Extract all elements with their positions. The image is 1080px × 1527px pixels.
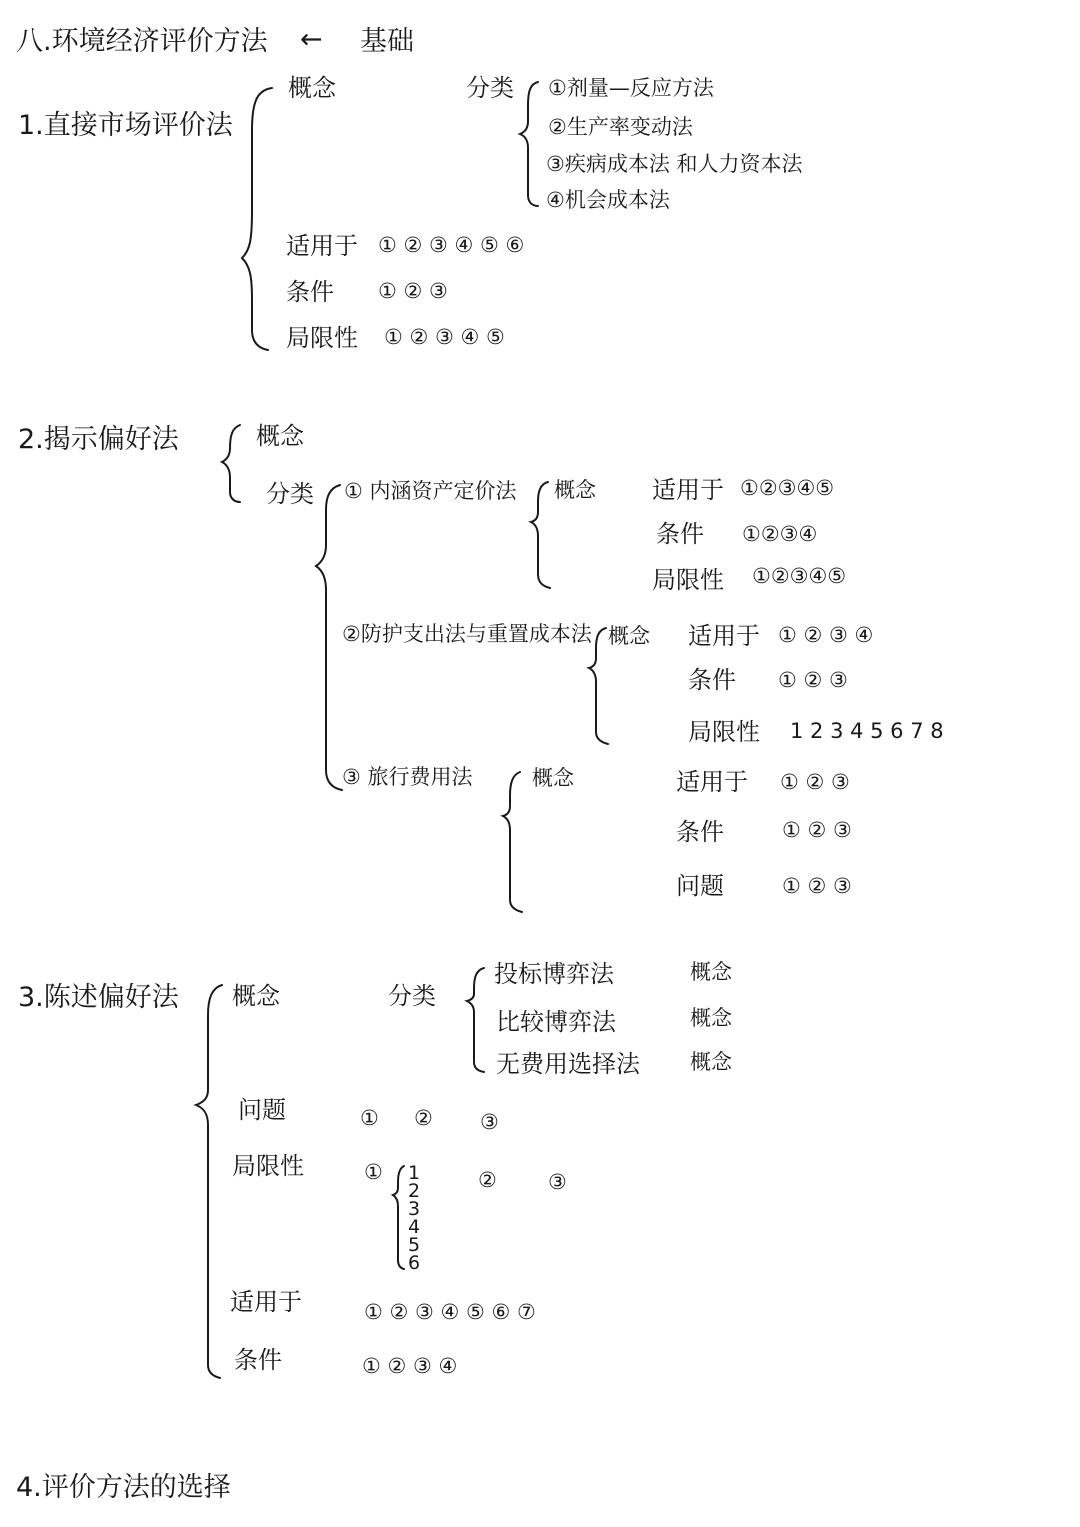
- m3-problem-label: 问题: [676, 872, 724, 900]
- m2-concept: 概念: [608, 624, 650, 648]
- m2-cond-label: 条件: [688, 666, 736, 694]
- s1-methods-brace: [520, 82, 538, 206]
- s3-methods-brace: [467, 968, 484, 1072]
- s1-brace: [242, 88, 272, 350]
- m1-limit-nums: ①②③④⑤: [752, 564, 847, 588]
- m1-concept: 概念: [554, 478, 596, 502]
- m1-apply-label: 适用于: [652, 476, 724, 504]
- s3-limit-sub-3: 3: [408, 1198, 421, 1220]
- s3-problem-label: 问题: [238, 1096, 286, 1124]
- arrow-icon: ←: [300, 24, 323, 55]
- s2-fenlei-brace: [316, 485, 342, 790]
- s3-method-3-concept: 概念: [690, 1050, 732, 1074]
- s3-problem-num-3: ③: [480, 1110, 499, 1134]
- s2-fenlei: 分类: [266, 480, 314, 508]
- m1-name: ① 内涵资产定价法: [344, 479, 517, 503]
- s3-limit-sub-5: 5: [408, 1234, 421, 1256]
- m2-limit-label: 局限性: [688, 718, 760, 746]
- s1-method-3: ③疾病成本法 和人力资本法: [546, 152, 803, 176]
- m3-brace: [503, 772, 522, 912]
- m3-concept: 概念: [532, 766, 574, 790]
- m1-cond-nums: ①②③④: [742, 522, 818, 546]
- m1-cond-label: 条件: [656, 520, 704, 548]
- m2-cond-nums: ① ② ③: [778, 668, 848, 692]
- m3-apply-label: 适用于: [676, 768, 748, 796]
- s2-heading: 2.揭示偏好法: [18, 424, 179, 455]
- m2-apply-nums: ① ② ③ ④: [778, 623, 874, 647]
- s1-limit-label: 局限性: [286, 324, 358, 352]
- s3-limit-first: ①: [364, 1160, 383, 1184]
- m3-problem-nums: ① ② ③: [782, 874, 852, 898]
- m3-apply-nums: ① ② ③: [780, 770, 850, 794]
- s3-brace: [196, 985, 222, 1378]
- m3-name: ③ 旅行费用法: [342, 765, 473, 789]
- s1-cond-nums: ① ② ③: [378, 279, 448, 303]
- s3-limit-sub-4: 4: [408, 1216, 421, 1238]
- m3-cond-nums: ① ② ③: [782, 818, 852, 842]
- s1-heading: 1.直接市场评价法: [18, 110, 233, 141]
- s3-method-3: 无费用选择法: [496, 1050, 640, 1078]
- s1-method-4: ④机会成本法: [546, 188, 670, 212]
- m2-apply-label: 适用于: [688, 622, 760, 650]
- m1-brace: [531, 482, 550, 588]
- s1-cond-label: 条件: [286, 278, 334, 306]
- m1-limit-label: 局限性: [652, 566, 724, 594]
- s3-cond-label: 条件: [234, 1346, 282, 1374]
- s3-heading: 3.陈述偏好法: [18, 982, 179, 1013]
- s3-limit-sub-6: 6: [408, 1252, 421, 1274]
- s3-problem-num-1: ①: [360, 1106, 379, 1130]
- s1-apply-label: 适用于: [286, 232, 358, 260]
- m1-apply-nums: ①②③④⑤: [740, 476, 835, 500]
- page-title: 八.环境经济评价方法: [16, 26, 268, 57]
- s1-concept: 概念: [288, 74, 336, 102]
- s2-concept: 概念: [256, 422, 304, 450]
- s1-method-2: ②生产率变动法: [548, 115, 693, 139]
- s2-brace: [222, 425, 240, 502]
- s1-limit-nums: ① ② ③ ④ ⑤: [384, 325, 505, 349]
- s3-limit-sub-1: 1: [408, 1162, 421, 1184]
- s3-limit-rest-2: ③: [548, 1170, 567, 1194]
- title-note: 基础: [360, 26, 414, 57]
- s3-limit-label: 局限性: [232, 1152, 304, 1180]
- s3-cond-nums: ① ② ③ ④: [362, 1354, 458, 1378]
- s1-fenlei: 分类: [466, 74, 514, 102]
- m2-name: ②防护支出法与重置成本法: [342, 622, 592, 646]
- s1-method-1: ①剂量—反应方法: [548, 76, 714, 100]
- s3-method-1: 投标博弈法: [494, 960, 614, 988]
- s3-method-2: 比较博弈法: [496, 1008, 616, 1036]
- s3-apply-label: 适用于: [230, 1288, 302, 1316]
- s3-concept: 概念: [232, 982, 280, 1010]
- s4-heading: 4.评价方法的选择: [16, 1472, 231, 1503]
- s3-method-1-concept: 概念: [690, 960, 732, 984]
- s3-method-2-concept: 概念: [690, 1006, 732, 1030]
- s1-apply-nums: ① ② ③ ④ ⑤ ⑥: [378, 233, 525, 257]
- s3-problem-num-2: ②: [414, 1106, 433, 1130]
- s3-limits-brace: [393, 1166, 404, 1269]
- s3-apply-nums: ① ② ③ ④ ⑤ ⑥ ⑦: [364, 1300, 536, 1324]
- s3-limit-rest-1: ②: [478, 1168, 497, 1192]
- s3-limit-sub-2: 2: [408, 1180, 421, 1202]
- m3-cond-label: 条件: [676, 818, 724, 846]
- s3-fenlei: 分类: [388, 982, 436, 1010]
- m2-limit-nums: 1 2 3 4 5 6 7 8: [790, 719, 944, 743]
